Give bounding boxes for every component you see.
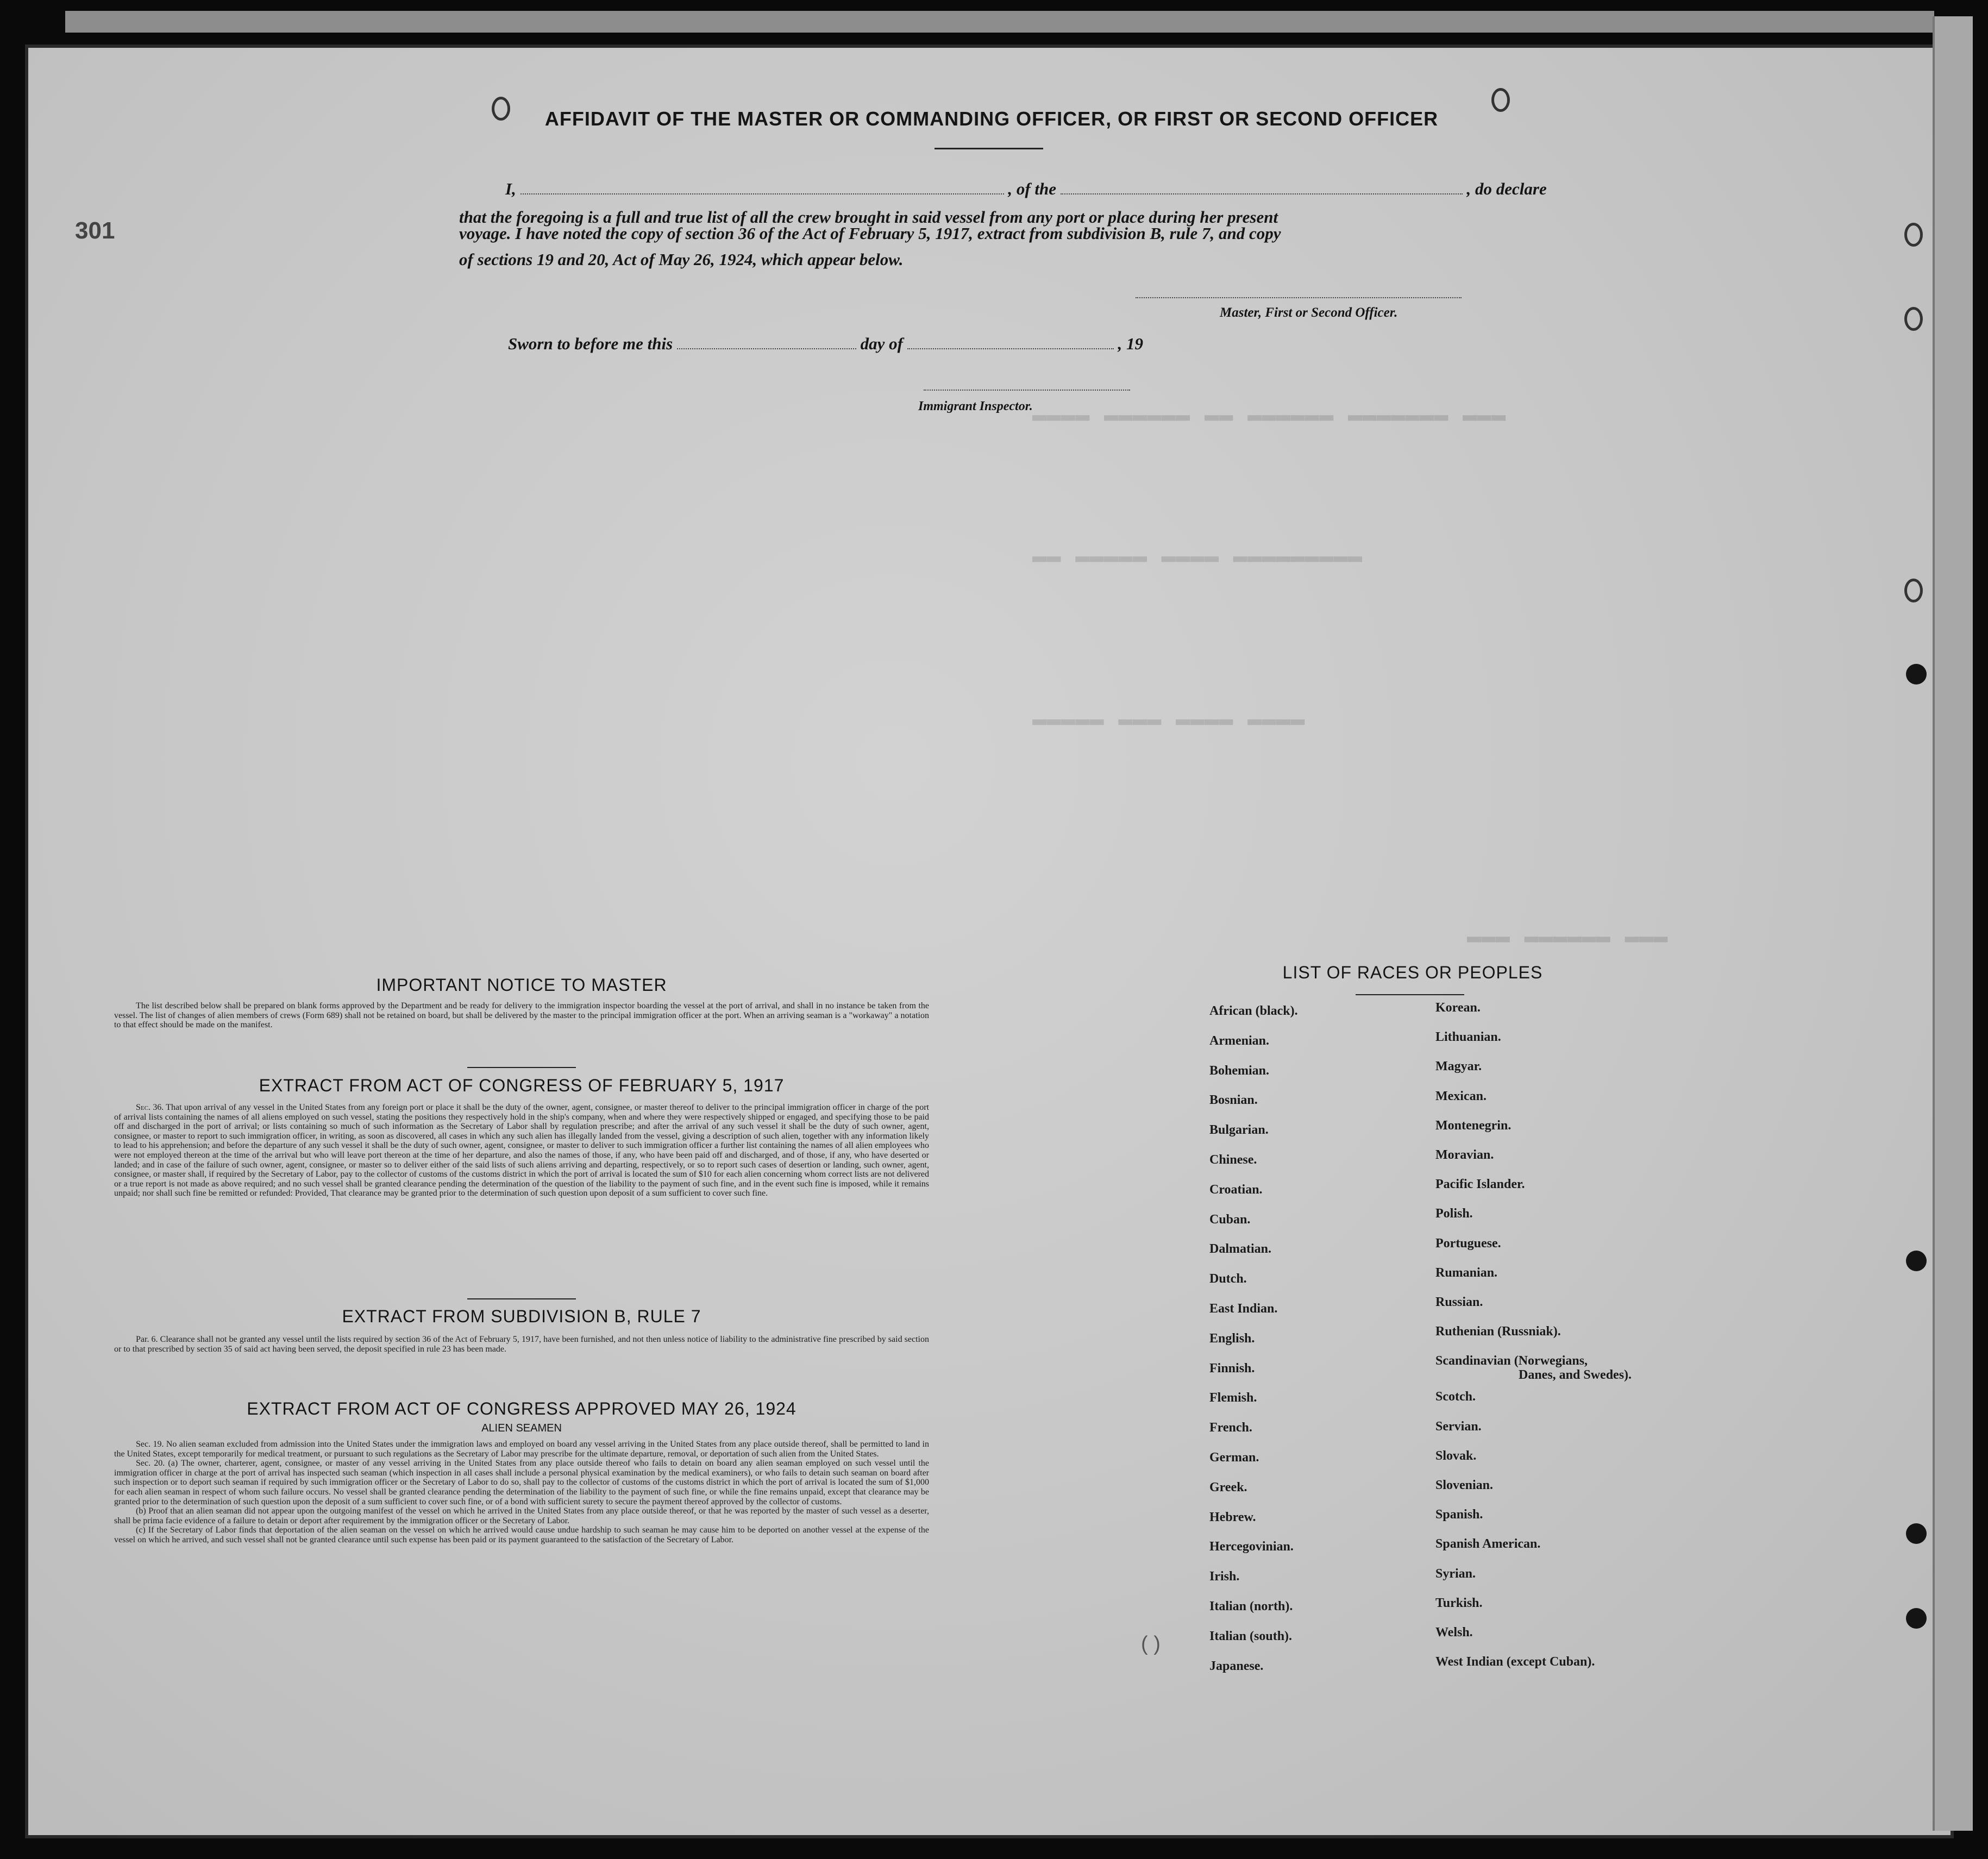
bleed-through-row: ▬▬ ▬▬▬▬▬ ▬▬▬▬ ▬▬▬▬▬▬▬▬▬ <box>1032 543 1363 570</box>
race-item: Moravian. <box>1435 1148 1494 1162</box>
affidavit-line-3: voyage. I have noted the copy of section 36 of the Act of February 5, 1917, extract from subdivision B, rule 7, and copy <box>459 224 1281 243</box>
bleed-through-row: ▬▬▬▬ ▬▬▬▬▬▬ ▬▬ ▬▬▬▬▬▬ ▬▬▬▬▬▬▬ ▬▬▬ <box>1032 402 1506 429</box>
race-item: Scotch. <box>1435 1390 1476 1404</box>
races-divider <box>1356 994 1464 995</box>
alien-seamen-subtitle: ALIEN SEAMEN <box>481 1422 562 1434</box>
race-item: German. <box>1209 1450 1259 1465</box>
race-item: Greek. <box>1209 1480 1247 1494</box>
race-item: Syrian. <box>1435 1566 1476 1581</box>
race-item: Lithuanian. <box>1435 1030 1501 1045</box>
punch-hole-icon <box>1906 1251 1927 1271</box>
race-item: Spanish American. <box>1435 1537 1541 1552</box>
race-item: Mexican. <box>1435 1089 1487 1103</box>
race-item: Polish. <box>1435 1207 1473 1221</box>
sworn-line <box>508 334 1143 354</box>
sworn-label: Sworn to before me this <box>508 334 673 353</box>
race-item: Ruthenian (Russniak). <box>1435 1324 1561 1339</box>
race-item: French. <box>1209 1421 1252 1435</box>
title-underline <box>935 148 1043 149</box>
day-of-label: day of <box>860 334 903 353</box>
race-item: Chinese. <box>1209 1153 1257 1167</box>
race-item: Croatian. <box>1209 1182 1263 1197</box>
race-item: Dutch. <box>1209 1272 1247 1286</box>
extract-1917-text <box>114 1103 929 1198</box>
race-item: West Indian (except Cuban). <box>1435 1655 1595 1669</box>
race-item: Magyar. <box>1435 1059 1482 1074</box>
year-prefix-label: , 19 <box>1118 334 1143 353</box>
binder-ring-icon <box>1904 223 1923 247</box>
inspector-signature-field[interactable] <box>924 388 1130 391</box>
i-label: I, <box>505 179 516 198</box>
race-item: Welsh. <box>1435 1625 1473 1640</box>
race-item: Montenegrin. <box>1435 1118 1512 1133</box>
right-edge-strip <box>1933 16 1973 1831</box>
sworn-day-field[interactable] <box>677 347 856 349</box>
race-item: Hebrew. <box>1209 1510 1256 1524</box>
race-item: English. <box>1209 1331 1255 1346</box>
sec-20a-text: Sec. 20. (a) The owner, charterer, agent, consignee, or master of any vessel arriving in the United States from any place outside thereof who fails to detain on board any alien seaman employed on such vessel until the immigration officer in charge at the port of arrival has inspected such seaman (which inspection in all cases shall include a personal physical examination by the medical examiners), or who fails to detain such seaman on board after such inspection or to deport such seaman if required by such immigration officer or the Secretary of Labor to do so, shall pay to the collector of customs of the customs district in which the port of arrival is located the sum of $1,000 for each alien seaman in respect of whom such failure occurs. No vessel shall be granted clearance pending the determination of the liability to the payment of such fine, or while the fine remains unpaid, except that clearance may be granted prior to the determination of such question upon the deposit of a sum sufficient to cover such fine, or of a bond with sufficient surety to secure the payment thereof approved by the collector of customs. <box>114 1459 929 1506</box>
race-item: Pacific Islander. <box>1435 1177 1525 1192</box>
signature-field[interactable] <box>1136 296 1462 298</box>
sec-20c-text: (c) If the Secretary of Labor finds that deportation of the alien seaman on the vessel on which he arrived would cause undue hardship to such seaman he may cause him to be deported on another vessel at the expense of the vessel on which he arrived, and such vessel shall not be granted clearance until such expense has been paid or its payment guaranteed to the satisfaction of the Secretary of Labor. <box>114 1525 929 1544</box>
race-item: Bohemian. <box>1209 1063 1270 1078</box>
affidavit-title: AFFIDAVIT OF THE MASTER OR COMMANDING OFFICER, OR FIRST OR SECOND OFFICER <box>544 108 1439 130</box>
notice-title: IMPORTANT NOTICE TO MASTER <box>376 975 667 995</box>
top-edge-strip <box>65 11 1934 33</box>
race-item: Slovak. <box>1435 1448 1477 1463</box>
race-item: Slovenian. <box>1435 1478 1494 1492</box>
binder-ring-icon <box>1491 88 1510 112</box>
sec-36-body: That upon arrival of any vessel in the United States from any foreign port or place it shall be the duty of the owner, agent, consignee, or master thereof to deliver to the principal immigration officer in charge of the port of arrival lists containing the names of all aliens employed on such vessel, stating the positions they respectively hold in the ship's company, when and where they were respectively shipped or engaged, and specifying those to be paid off and discharged in the port of arrival; or lists containing so much of such information as the Secretary of Labor shall by regulation prescribe; and after the arrival of any such vessel it shall be the duty of such owner, agent, consignee, or master to report to such immigration officer, in writing, as soon as discovered, all cases in which any such alien has illegally landed from the vessel, giving a description of such alien, together with any information likely to lead to his apprehension; and before the departure of any such vessel it shall be the duty of such owner, agent, consignee, or master to deliver to such immigration officer a further list containing the names of all alien employees who were not employed thereon at the time of the arrival but who will leave port thereon at the time of her departure, and also the names of those, if any, who have been paid off and discharged, and of those, if any, who have deserted or landed; and in case of the failure of such owner, agent, consignee, or master so to deliver either of the said lists of such aliens arriving and departing, respectively, or so to report such cases of desertion or landing, such owner, agent, consignee, or master shall, if required by the Secretary of Labor, pay to the collector of customs of the customs district in which the port of arrival is located the sum of $10 for each alien concerning whom correct lists are not delivered or a true report is not made as above required; and no such vessel shall be granted clearance pending the determination of the question of the liability to the payment of such fine, and in the event such fine is imposed, while it remains unpaid; nor shall such fine be remitted or refunded: Provided, That clearance may be granted prior to the determination of such question upon deposit of a sum sufficient to cover such fine. <box>114 1103 929 1198</box>
race-item: Portuguese. <box>1435 1236 1501 1251</box>
race-item: Servian. <box>1435 1419 1482 1434</box>
race-item: Italian (south). <box>1209 1629 1293 1643</box>
race-item: Hercegovinian. <box>1209 1540 1294 1554</box>
officer-name-field[interactable] <box>520 192 1004 194</box>
race-item: Rumanian. <box>1435 1265 1498 1280</box>
extract-rule7-title: EXTRACT FROM SUBDIVISION B, RULE 7 <box>342 1307 701 1326</box>
binder-ring-icon <box>492 97 510 121</box>
section-divider <box>467 1067 576 1068</box>
punch-hole-icon <box>1906 664 1927 684</box>
sec-20b-text: (b) Proof that an alien seaman did not appear upon the outgoing manifest of the vessel on which he arrived in the United States from any place outside thereof, or that he was reported by the master of such vessel as a deserter, shall be prima facie evidence of a failure to detain or deport after requirement by the immigration officer or the Secretary of Labor. <box>114 1506 929 1525</box>
affidavit-i-label <box>505 179 1547 199</box>
sec-36-label: Sec. 36. <box>136 1103 164 1112</box>
race-item: Italian (north). <box>1209 1599 1293 1613</box>
section-divider <box>467 1298 576 1299</box>
race-item: East Indian. <box>1209 1302 1278 1316</box>
race-item: Dalmatian. <box>1209 1242 1271 1257</box>
races-title: LIST OF RACES OR PEOPLES <box>1282 963 1543 982</box>
signer-caption: Master, First or Second Officer. <box>1220 305 1398 320</box>
sworn-month-field[interactable] <box>907 347 1114 349</box>
punch-hole-icon <box>1906 1608 1927 1629</box>
race-item: Spanish. <box>1435 1508 1483 1522</box>
race-item: Cuban. <box>1209 1212 1251 1227</box>
race-item: Bosnian. <box>1209 1093 1258 1108</box>
punch-hole-icon <box>1906 1523 1927 1544</box>
race-item: Irish. <box>1209 1569 1240 1584</box>
race-item: Korean. <box>1435 1001 1481 1015</box>
pencil-mark: ( ) <box>1141 1632 1161 1655</box>
extract-rule7-text: Par. 6. Clearance shall not be granted any vessel until the lists required by section 36 of the Act of February 5, 1917, have been furnished, and not then unless notice of liability to the administrative fine prescribed by said section or to that prescribed by section 35 of said act having been served, the deposit specified in rule 23 has been made. <box>114 1335 929 1354</box>
bleed-through-row: ▬▬▬▬▬ ▬▬▬ ▬▬▬▬ ▬▬▬▬ <box>1032 706 1305 733</box>
sec-19-text: Sec. 19. No alien seaman excluded from admission into the United States under the immigration laws and employed on board any vessel arriving in the United States from any place outside thereof, shall be permitted to land in the United States, except temporarily for medical treatment, or pursuant to such regulations as the Secretary of Labor may prescribe for the ultimate departure, removal, or deportation of such alien from the United States. <box>114 1440 929 1459</box>
extract-1924-body <box>114 1440 929 1545</box>
do-declare-label: , do declare <box>1466 179 1547 198</box>
bleed-through-row: ▬▬▬ ▬▬▬▬▬▬ ▬▬▬ <box>1467 924 1668 951</box>
binder-ring-icon <box>1904 579 1923 602</box>
race-item: Scandinavian (Norwegians, <box>1435 1354 1588 1368</box>
affidavit-line-4: of sections 19 and 20, Act of May 26, 1924, which appear below. <box>459 250 904 269</box>
of-the-label: , of the <box>1008 179 1057 198</box>
race-item: Bulgarian. <box>1209 1123 1269 1138</box>
race-item: Flemish. <box>1209 1391 1257 1405</box>
binder-ring-icon <box>1904 307 1923 331</box>
race-item: Armenian. <box>1209 1033 1269 1048</box>
vessel-name-field[interactable] <box>1061 192 1463 194</box>
race-item: Russian. <box>1435 1295 1483 1309</box>
inspector-caption: Immigrant Inspector. <box>918 399 1033 413</box>
race-item: Japanese. <box>1209 1659 1264 1673</box>
extract-1924-title: EXTRACT FROM ACT OF CONGRESS APPROVED MAY 26, 1924 <box>247 1399 797 1418</box>
extract-1917-title: EXTRACT FROM ACT OF CONGRESS OF FEBRUARY 5, 1917 <box>259 1076 785 1095</box>
margin-number: 301 <box>75 217 115 244</box>
race-item: Finnish. <box>1209 1361 1255 1376</box>
race-item: African (black). <box>1209 1004 1298 1018</box>
race-item: Danes, and Swedes). <box>1519 1368 1632 1383</box>
affidavit-line-2: that the foregoing is a full and true list of all the crew brought in said vessel from any port or place during her present <box>459 208 1278 227</box>
notice-text: The list described below shall be prepared on blank forms approved by the Department and be ready for delivery to the immigration inspector boarding the vessel at the port of arrival, and shall in no instance be taken from the vessel. The list of changes of alien members of crews (Form 689) shall not be retained on board, but shall be delivered by the master to the principal immigration officer at the port. When an arriving seaman is a "workaway" a notation to that effect should be made on the manifest. <box>114 1001 929 1030</box>
race-item: Turkish. <box>1435 1596 1483 1610</box>
